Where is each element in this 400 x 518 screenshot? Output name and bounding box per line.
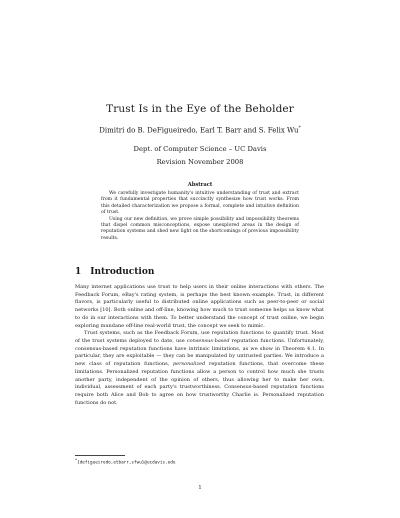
- footnote: [75, 458, 324, 465]
- emphasis-personalized: personalized: [172, 361, 206, 368]
- body-text-run: reputation functions, that overcome these limitations. Personalized reputation functions allow a person to control how much she trusts another party, independent of the opinion of others, thus allowing her to make her own, individual, assessment of each party's trustworthiness. Consensus-based reputation functions require both Alice and Bob to agree on how trustworthy Charlie is. Personalized reputation functions do not.: [75, 361, 324, 406]
- abstract-paragraph: Using our new definition, we prove simple possibility and impossibility theorems that dispel common misconceptions, expose unexplored areas in the design of reputation systems and shed new light on the shortcomings of previous impossibility results.: [101, 216, 299, 241]
- author-footnote-mark: *: [298, 126, 301, 131]
- footnote-mark: *: [75, 458, 78, 462]
- abstract-heading: Abstract: [187, 182, 213, 188]
- section-title: Introduction: [90, 267, 155, 277]
- footnote-email: {defigueiredo,etbarr,sfwu}@ucdavis.edu: [77, 460, 176, 466]
- body-paragraph: Many internet applications use trust to help users in their online interactions with others. The Feedback Forum, eBay's rating system, is perhaps the best known example. Trust, in different flavors, is particularly useful to distributed online applications such as peer-to-peer or social networks [10]. Both online and off-line, knowing how much to trust someone helps us know what to do in our interactions with them. To better understand the concept of trust online, we begin exploring mundane off-line real-world trust, the concept we seek to mimic.: [75, 284, 324, 329]
- body-paragraph: [75, 330, 324, 407]
- body-text-run: Trust systems, such as the Feedback Forum, use reputation functions to quantify trust. Most of the trust systems deployed to date, use: [75, 330, 324, 345]
- body-text-run: reputation functions. Unfortunately, consensus-based reputation functions have intrinsic limitations, as we show in Theorem 4.1. In particular, they are exploitable — they can be manipulated by untrusted parties. We introduce a new class of reputation functions,: [75, 338, 324, 368]
- paper-title: Trust Is in the Eye of the Beholder: [106, 103, 294, 115]
- emphasis-consensus-based: consensus-based: [186, 338, 230, 345]
- author-list: [0, 126, 400, 134]
- page-number: 1: [198, 485, 202, 491]
- footnote-rule: [75, 455, 125, 456]
- affiliation: Dept. of Computer Science – UC Davis: [133, 145, 267, 153]
- section-heading: [75, 267, 154, 277]
- revision-date: Revision November 2008: [156, 158, 244, 166]
- body-text: [75, 284, 324, 408]
- author-names: Dimitri do B. DeFigueiredo, Earl T. Barr and S. Felix Wu: [99, 126, 299, 135]
- section-number: 1: [75, 267, 82, 277]
- abstract-paragraph: We carefully investigate humanity's intuitive understanding of trust and extract from it fundamental properties that succinctly synthesize how trust works. From this detailed characterization we propose a formal, complete and intuitive definition of trust.: [101, 191, 299, 216]
- abstract: [101, 191, 299, 242]
